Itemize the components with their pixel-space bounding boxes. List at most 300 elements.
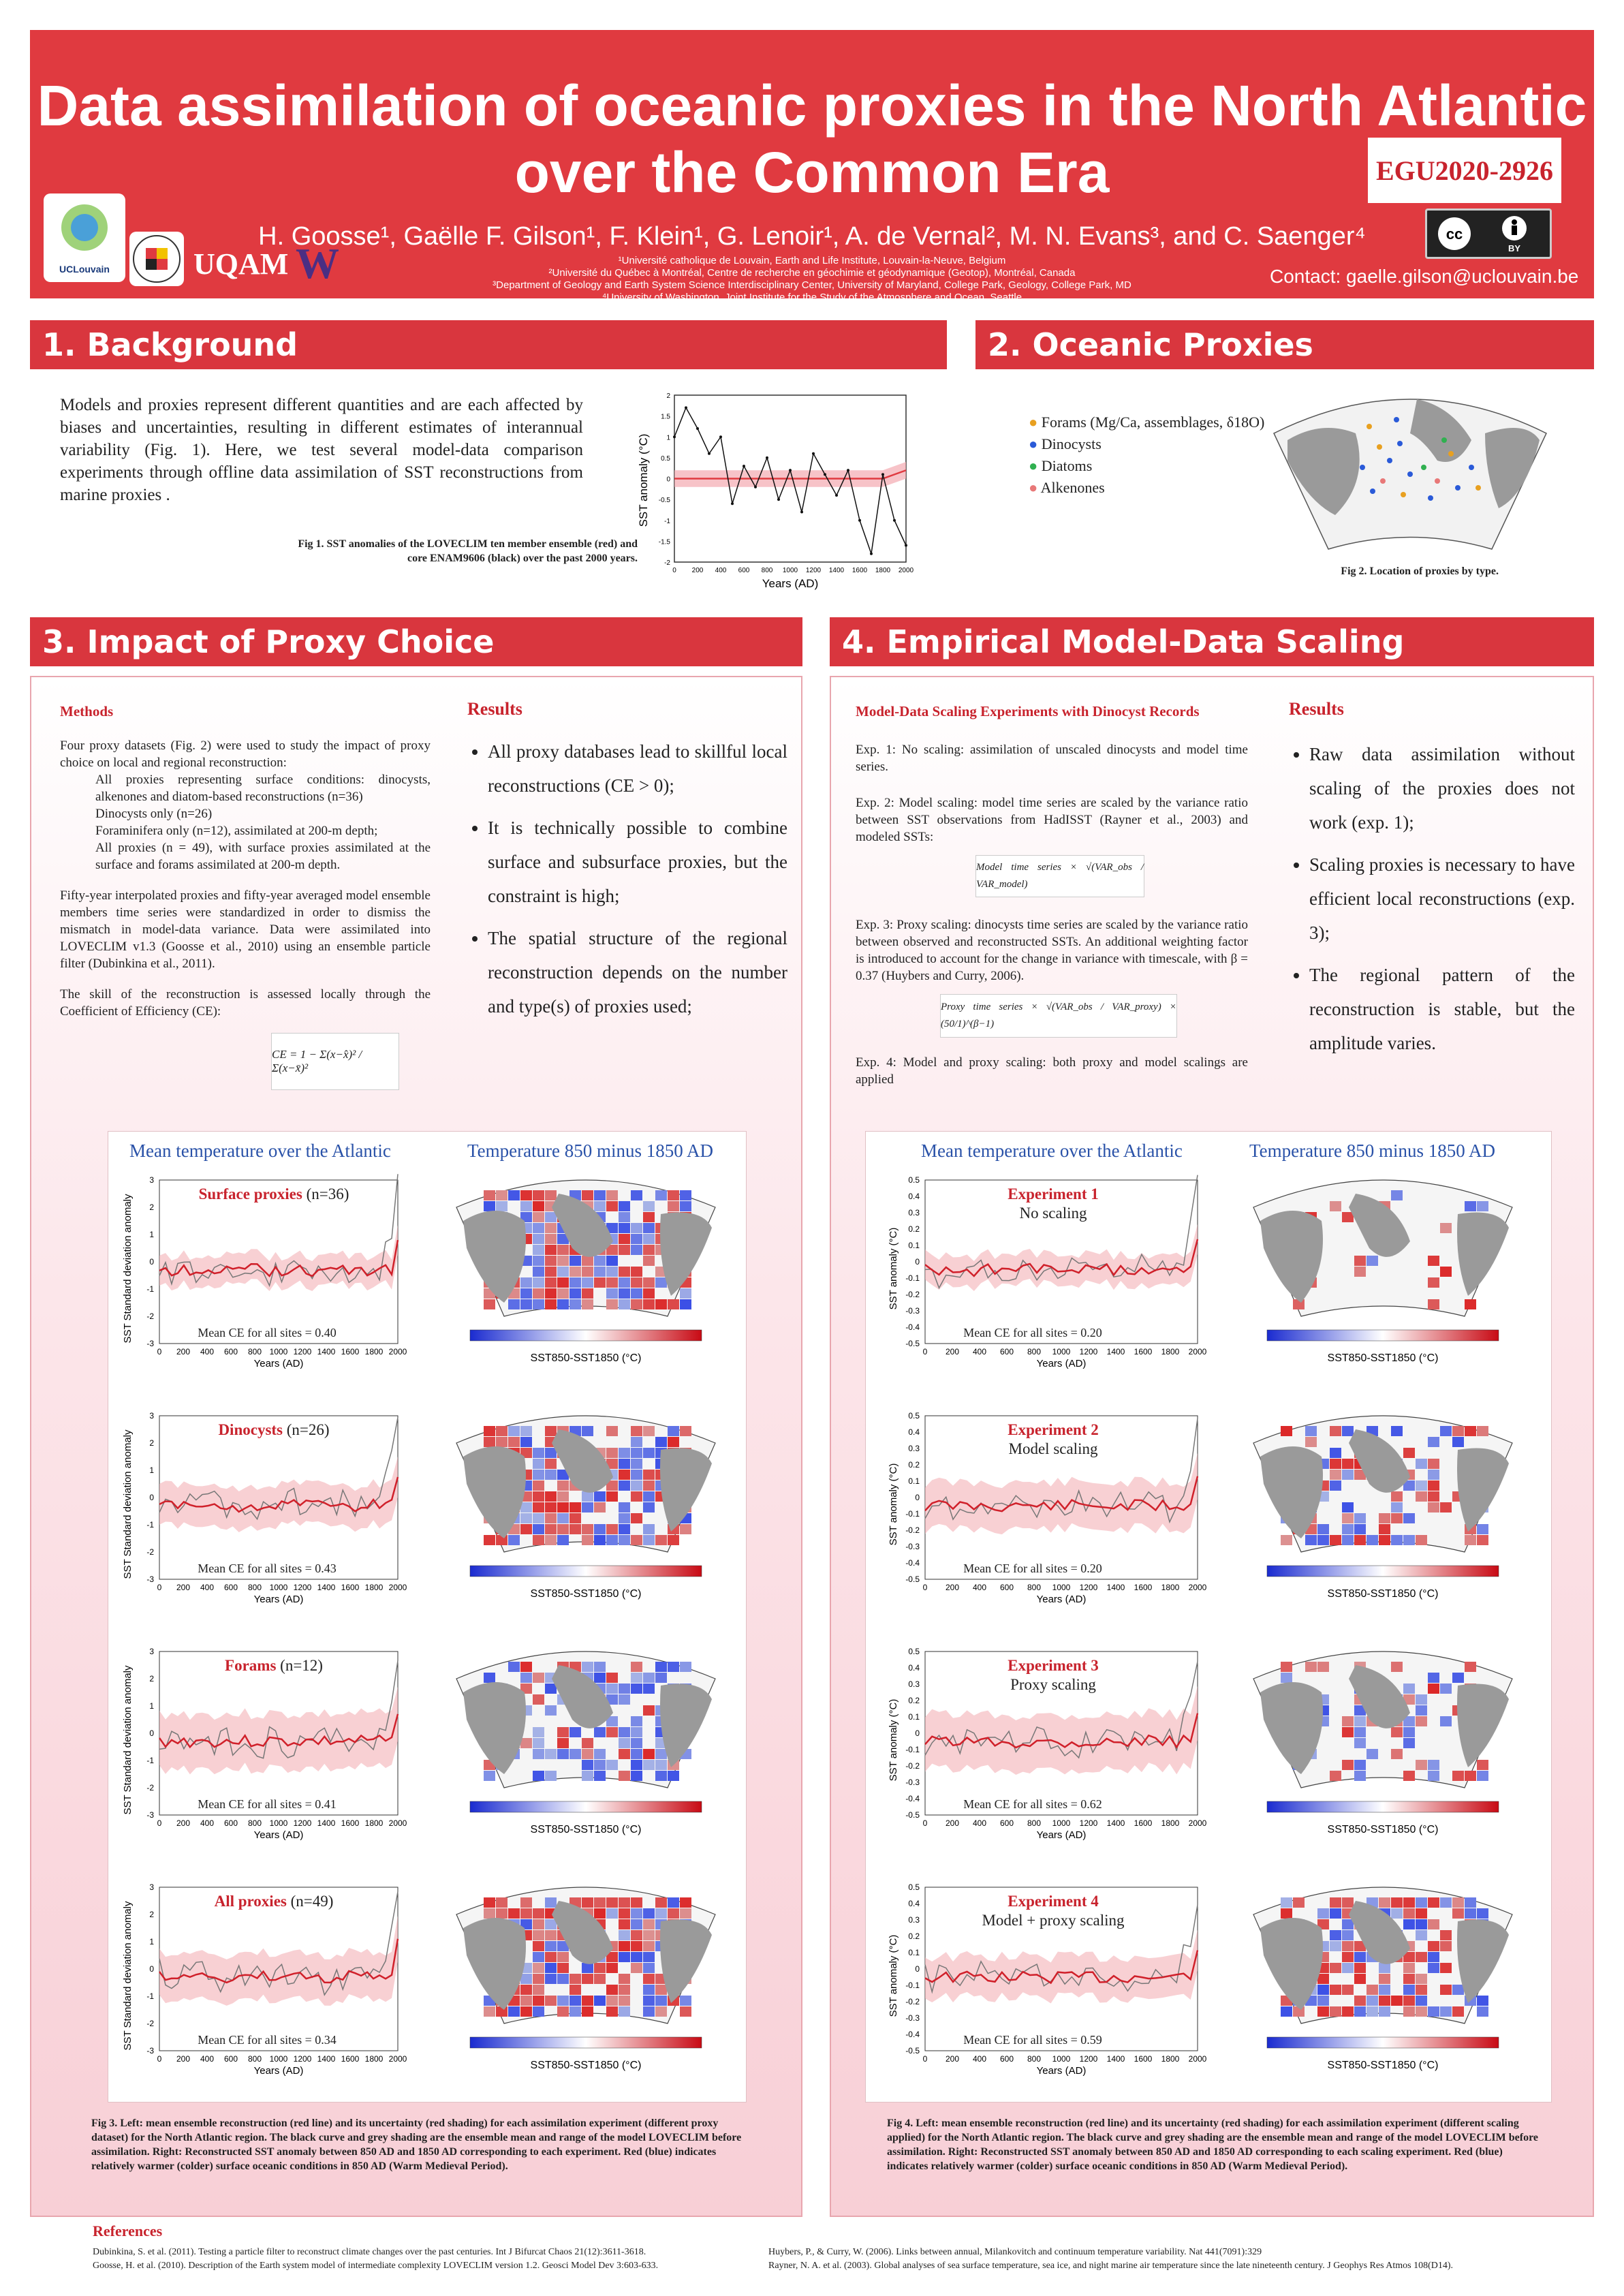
fig3-map-cell [520, 1277, 532, 1288]
fig3-map-cell [606, 1256, 618, 1266]
fig3-map-cell [619, 1919, 630, 1929]
fig4-x-tick: 1800 [1161, 1583, 1180, 1592]
fig3-panel-ce-2: Mean CE for all sites = 0.43 [198, 1562, 337, 1575]
fig3-map-cell [582, 1491, 593, 1502]
fig2-proxy-dot [1469, 465, 1474, 470]
fig3-map-cell [643, 1963, 655, 1973]
fig4-map-cell [1367, 1996, 1378, 2006]
fig3-y-label: SST Standard deviation anomaly [122, 1901, 134, 2051]
fig4-map-cell [1440, 1716, 1452, 1726]
fig4-y-tick: -0.2 [905, 1761, 920, 1771]
fig4-map-cell [1428, 1470, 1439, 1480]
fig4-x-tick: 1200 [1079, 1347, 1098, 1356]
fig3-map-cell [619, 1201, 630, 1211]
fig4-x-tick: 1800 [1161, 1347, 1180, 1356]
fig3-map-cell [569, 1256, 581, 1266]
fig3-map-cell [545, 1288, 557, 1299]
fig3-y-tick: -3 [146, 1810, 154, 1820]
fig3-map-cell [557, 1727, 569, 1737]
section-background-header: 1. Background [30, 320, 947, 369]
fig3-map-cell [484, 1897, 495, 1908]
fig4-map-cell [1391, 1535, 1403, 1545]
fig4-map-cell [1330, 1480, 1341, 1491]
fig4-panel-title-text: Experiment 2 [1008, 1421, 1099, 1438]
fig4-map-cell [1379, 1974, 1390, 1984]
fig3-map-cell [557, 1513, 569, 1523]
fig3-map-cell [557, 2006, 569, 2017]
fig3-map-cell [484, 1299, 495, 1309]
fig3-map-cell [545, 1749, 557, 1759]
fig3-x-tick: 2000 [388, 1818, 407, 1828]
fig3-map-cell [582, 1277, 593, 1288]
fig4-map-cell [1403, 1448, 1415, 1458]
fig4-map-cell [1440, 2006, 1452, 2017]
fig1-core-point [881, 473, 884, 476]
fig3-map-cell [631, 1277, 642, 1288]
fig3-map-cell [533, 1201, 544, 1211]
fig4-map-cell [1416, 2006, 1427, 2017]
fig3-map-cell [680, 1662, 691, 1672]
fig3-map-cell [508, 1535, 520, 1545]
fig3-map-cell [520, 1190, 532, 1200]
fig4-map-cell [1330, 2006, 1341, 2017]
fig3-map-cell [557, 1749, 569, 1759]
fig2-proxy-dot [1435, 478, 1440, 484]
fig4-x-tick: 400 [972, 1583, 987, 1592]
fig4-map-cell [1379, 1897, 1390, 1908]
fig4-map-cell [1354, 1716, 1366, 1726]
fig3-x-tick: 2000 [388, 2054, 407, 2064]
fig3-map-cell [619, 1930, 630, 1940]
fig4-x-tick: 200 [945, 1347, 960, 1356]
fig1-x-label: Years (AD) [762, 577, 819, 590]
fig3-map-cell [520, 1201, 532, 1211]
fig3-map-cell [557, 1974, 569, 1984]
fig3-x-tick: 400 [200, 2054, 215, 2064]
fig4-map-cell [1354, 1727, 1366, 1737]
fig3-map-cell [655, 1299, 667, 1309]
fig1-core-point [743, 465, 745, 467]
fig3-x-tick: 400 [200, 1818, 215, 1828]
fig3-map-cell [545, 1267, 557, 1277]
fig4-y-tick: -0.2 [905, 1997, 920, 2006]
fig3-panel-title-1 [185, 1185, 362, 1203]
impact-result-1: • All proxy databases lead to skillful local reconstructions (CE > 0); [488, 734, 787, 803]
fig3-map-cell [533, 1190, 544, 1200]
fig4-map-cell [1428, 1919, 1439, 1929]
fig3-map-cell [594, 1256, 606, 1266]
fig1-x-tick: 600 [738, 567, 750, 574]
fig4-map-svg-1 [1240, 1173, 1526, 1378]
fig3-map-cell [533, 1277, 544, 1288]
fig4-map-cell [1354, 1256, 1366, 1266]
fig3-x-tick: 200 [176, 1583, 191, 1592]
impact-methods [60, 737, 431, 1020]
fig3-x-tick: 1800 [364, 1347, 384, 1356]
fig2-proxy-dot [1387, 458, 1392, 463]
fig4-map-cell [1281, 1662, 1292, 1672]
fig3-map-cell [582, 1426, 593, 1436]
fig4-map-cell [1391, 1491, 1403, 1502]
fig3-map-cell [569, 1267, 581, 1277]
fig4-map-cell [1391, 1513, 1403, 1523]
fig3-map-cell [594, 1771, 606, 1781]
fig4-y-tick: -0.4 [905, 1558, 920, 1568]
fig4-panel-subtitle-1: No scaling [1019, 1205, 1087, 1222]
fig4-y-tick: -0.5 [905, 1574, 920, 1584]
fig3-x-tick: 0 [157, 2054, 162, 2064]
fig4-map-cell [1317, 1908, 1329, 1919]
fig4-map-cell [1281, 1908, 1292, 1919]
fig3-map-cell [619, 1459, 630, 1469]
fig2-proxy-dot [1401, 492, 1406, 497]
fig3-map-cell [533, 1212, 544, 1222]
fig3-map-cell [520, 1524, 532, 1534]
fig3-map-cell [668, 1897, 679, 1908]
fig3-x-tick: 400 [200, 1347, 215, 1356]
fig3-x-tick: 1200 [293, 1818, 312, 1828]
fig3-map-cell [594, 1760, 606, 1770]
fig3-map-cell [606, 1426, 618, 1436]
fig4-map-cell [1416, 1480, 1427, 1491]
fig4-map-cell [1440, 1985, 1452, 1995]
fig3-map-cell [631, 1738, 642, 1748]
fig3-panel-ce-1: Mean CE for all sites = 0.40 [198, 1326, 337, 1339]
svg-text:cc: cc [1446, 226, 1463, 243]
fig4-y-tick: -0.4 [905, 2030, 920, 2039]
fig4-y-tick: -0.1 [905, 1745, 920, 1754]
fig3-map-cell [643, 1448, 655, 1458]
fig3-x-tick: 200 [176, 1818, 191, 1828]
fig3-map-cell [484, 1426, 495, 1436]
fig3-map-cell [545, 1470, 557, 1480]
fig3-colorbar [470, 1566, 702, 1577]
fig3-map-cell [655, 1760, 667, 1770]
fig3-map-cell [606, 1908, 618, 1919]
fig4-map-cell [1330, 1426, 1341, 1436]
fig4-map-cell [1403, 1897, 1415, 1908]
fig4-map-cell [1403, 2006, 1415, 2017]
fig4-map-cell [1416, 1974, 1427, 1984]
fig3-map-cell [582, 1662, 593, 1672]
maryland-seal-logo [129, 232, 184, 286]
fig3-map-cell [533, 1513, 544, 1523]
fig4-map-cell [1367, 1256, 1378, 1266]
fig4-y-tick: 0.5 [908, 1647, 920, 1656]
fig3-map-cell [557, 1245, 569, 1255]
fig1-y-tick: 0 [666, 476, 670, 484]
fig3-y-tick: -1 [146, 1756, 154, 1765]
fig4-map-cell [1342, 1513, 1354, 1523]
fig3-y-tick: 2 [149, 1203, 154, 1212]
uw-logo: W [296, 239, 339, 288]
fig3-map-cell [508, 1437, 520, 1447]
fig3-map-cell [643, 1996, 655, 2006]
fig3-map-cell [619, 1985, 630, 1995]
fig3-map-cell [680, 1201, 691, 1211]
fig3-map-cell [545, 1299, 557, 1309]
fig3-timeseries-svg-1 [117, 1173, 410, 1378]
fig4-y-tick: -0.3 [905, 1542, 920, 1551]
fig3-map-cell [582, 1996, 593, 2006]
fig3-map-cell [533, 1974, 544, 1984]
fig4-map-cell [1416, 1535, 1427, 1545]
fig3-map-cell [594, 1996, 606, 2006]
fig3-map-cell [631, 1908, 642, 1919]
fig3-map-cell [594, 1277, 606, 1288]
fig3-x-tick: 1000 [269, 1818, 288, 1828]
affiliation-2: ²Université du Québec à Montréal, Centre de recherche en géochimie et géodynamique (Geotop), Montréal, Canada [548, 267, 1076, 279]
fig3-map-cell [606, 1190, 618, 1200]
fig3-map-cell [619, 1470, 630, 1480]
fig3-map-cell [643, 1941, 655, 1951]
fig3-timeseries-3 [117, 1645, 410, 1849]
fig3-map-cell [631, 1437, 642, 1447]
fig4-map-cell [1440, 1684, 1452, 1694]
diatoms-dot-icon: ● [1029, 457, 1038, 474]
fig3-map-cell [631, 1448, 642, 1458]
fig3-map-cell [520, 1974, 532, 1984]
fig3-map-cell [533, 1256, 544, 1266]
fig1-x-tick: 1600 [852, 567, 868, 574]
reference-1: Dubinkina, S. et al. (2011). Testing a particle filter to reconstruct climate changes over the past centuries. Int J Bifurcat Chaos 21(12):3611-3618. [93, 2247, 646, 2257]
fig3-map-cell [619, 2006, 630, 2017]
fig4-x-tick: 400 [972, 1818, 987, 1828]
fig3-colorbar [470, 1330, 702, 1341]
fig3-map-cell [606, 1684, 618, 1694]
fig4-map-cell [1330, 1771, 1341, 1781]
fig1-core-point [673, 435, 676, 438]
fig3-map-cell [643, 1299, 655, 1309]
fig3-map-cell [631, 1771, 642, 1781]
fig4-map-cell [1317, 1985, 1329, 1995]
fig4-map-cell [1330, 1930, 1341, 1940]
scaling-result-1: • Raw data assimilation without scaling of the proxies does not work (exp. 1); [1309, 737, 1575, 839]
fig3-map-cell [631, 1470, 642, 1480]
fig4-map-cell [1342, 1459, 1354, 1469]
fig1-x-tick: 1400 [828, 567, 845, 574]
fig4-map-cell [1342, 1212, 1354, 1222]
fig3-map-cell [606, 1963, 618, 1973]
fig4-map-cell [1354, 1738, 1366, 1748]
fig4-panel-ce-2: Mean CE for all sites = 0.20 [963, 1562, 1102, 1575]
fig3-x-tick: 800 [247, 2054, 262, 2064]
fig4-map-cell [1317, 1535, 1329, 1545]
fig3-map-cell [631, 1491, 642, 1502]
fig4-map-cell [1452, 1426, 1464, 1436]
fig4-colorbar [1267, 1566, 1499, 1577]
cc-by-license-icon [1425, 208, 1552, 259]
fig3-map-cell [619, 1897, 630, 1908]
fig3-map-cell [508, 2006, 520, 2017]
fig3-map-cell [533, 1480, 544, 1491]
fig3-map-cell [533, 1727, 544, 1737]
fig3-map-cell [606, 1524, 618, 1534]
fig3-map-cell [631, 1223, 642, 1233]
impact-methods-item-2 [60, 805, 431, 822]
fig3-x-tick: 600 [223, 1818, 238, 1828]
fig4-colorbar-label: SST850-SST1850 (°C) [1327, 1352, 1439, 1364]
fig1-y-tick: -0.5 [658, 497, 670, 505]
fig4-map-cell [1428, 1897, 1439, 1908]
fig1-x-tick: 1000 [782, 567, 798, 574]
fig3-map-cell [533, 1919, 544, 1929]
fig3-map-cell [643, 1277, 655, 1288]
fig4-map-cell [1342, 1897, 1354, 1908]
fig2-proxy-dot [1448, 451, 1454, 456]
fig4-map-cell [1391, 1727, 1403, 1737]
fig3-map-cell [582, 1771, 593, 1781]
fig4-map-cell [1416, 1491, 1427, 1502]
fig4-x-tick: 600 [999, 1583, 1014, 1592]
fig4-map-cell [1452, 1897, 1464, 1908]
fig3-map-cell [582, 1267, 593, 1277]
fig3-map-cell [557, 1267, 569, 1277]
fig4-right-heading: Temperature 850 minus 1850 AD [1249, 1141, 1496, 1161]
fig3-map-cell [582, 1963, 593, 1973]
fig3-map-cell [484, 1908, 495, 1919]
fig4-map-cell [1281, 1897, 1292, 1908]
fig3-map-cell [606, 1673, 618, 1683]
fig3-map-cell [582, 1502, 593, 1512]
fig3-y-tick: -3 [146, 1574, 154, 1584]
fig1-core-point [789, 469, 792, 471]
fig1-x-tick: 1800 [875, 567, 891, 574]
fig3-x-tick: 400 [200, 1583, 215, 1592]
fig4-map-svg-2 [1240, 1409, 1526, 1613]
fig3-map-cell [533, 1673, 544, 1683]
fig4-map-cell [1477, 1996, 1488, 2006]
fig3-map-cell [582, 1738, 593, 1748]
fig4-map-cell [1354, 1996, 1366, 2006]
fig3-map-cell [484, 1437, 495, 1447]
fig3-y-tick: 1 [149, 1465, 154, 1475]
affiliation-4: ⁴University of Washington, Joint Institute for the Study of the Atmosphere and Ocean, Seattle [602, 292, 1022, 303]
fig3-x-label: Years (AD) [253, 1594, 304, 1605]
fig4-left-heading: Mean temperature over the Atlantic [921, 1141, 1183, 1161]
impact-methods-item-4 [60, 839, 431, 873]
fig3-map-cell [643, 1749, 655, 1759]
fig4-x-tick: 200 [945, 1818, 960, 1828]
fig1-y-tick: -2 [664, 559, 670, 567]
fig3-map-cell [631, 1459, 642, 1469]
fig3-map-cell [520, 1996, 532, 2006]
fig3-map-cell [619, 1234, 630, 1244]
fig3-panel-count: (n=49) [290, 1893, 334, 1910]
fig4-map-cell [1342, 1963, 1354, 1973]
fig3-map-cell [643, 1673, 655, 1683]
fig3-y-tick: -1 [146, 1520, 154, 1530]
fig3-x-tick: 1000 [269, 2054, 288, 2064]
fig1-x-tick: 1200 [805, 567, 822, 574]
fig1-core-point [824, 473, 826, 476]
impact-methods-item-1 [60, 771, 431, 805]
fig4-map-cell [1342, 1930, 1354, 1940]
fig3-map-cell [484, 1535, 495, 1545]
fig3-map-4 [443, 1880, 729, 2085]
fig3-map-cell [619, 1502, 630, 1512]
fig4-y-label: SST anomaly (°C) [888, 1934, 899, 2017]
references-right [768, 2246, 1586, 2273]
model-scaling-formula: Model time series × √(VAR_obs / VAR_model) [975, 855, 1144, 897]
fig4-map-cell [1465, 1201, 1476, 1211]
legend-alkenones-label: Alkenones [1040, 479, 1105, 496]
fig3-map-cell [533, 1299, 544, 1309]
fig3-panel-title-text: All proxies [214, 1893, 287, 1910]
fig3-map-cell [545, 1513, 557, 1523]
fig3-map-cell [496, 1437, 507, 1447]
fig3-panel-title-text: Surface proxies [198, 1185, 302, 1203]
fig3-map-cell [594, 1897, 606, 1908]
fig3-map-cell [533, 1245, 544, 1255]
fig4-map-cell [1281, 2006, 1292, 2017]
fig3-map-cell [533, 1952, 544, 1962]
fig4-map-cell [1428, 1256, 1439, 1266]
fig3-map-cell [508, 1908, 520, 1919]
fig4-y-tick: -0.5 [905, 1810, 920, 1820]
fig3-map-cell [520, 1288, 532, 1299]
fig4-map-cell [1293, 1897, 1305, 1908]
scaling-methods [856, 741, 1248, 1088]
fig4-map-cell [1440, 1267, 1452, 1277]
fig4-y-tick: 0 [915, 1257, 920, 1267]
section-scaling-header: 4. Empirical Model-Data Scaling [830, 617, 1594, 666]
fig3-x-tick: 1600 [341, 1347, 360, 1356]
fig4-map-cell [1330, 1459, 1341, 1469]
fig4-x-tick: 600 [999, 1347, 1014, 1356]
earth-life-institute-logo [44, 193, 125, 282]
ce-formula: CE = 1 − Σ(x−x̂)² / Σ(x−x̄)² [271, 1033, 399, 1090]
fig3-map-cell [643, 1919, 655, 1929]
fig3-map-cell [655, 1749, 667, 1759]
fig3-map-cell [631, 1930, 642, 1940]
fig4-x-tick: 800 [1027, 1818, 1042, 1828]
fig4-map-cell [1342, 1470, 1354, 1480]
fig4-map-cell [1354, 2006, 1366, 2017]
fig3-map-cell [631, 1480, 642, 1491]
fig3-timeseries-1 [117, 1173, 410, 1378]
fig3-map-cell [569, 1749, 581, 1759]
fig3-map-cell [655, 1190, 667, 1200]
impact-methods-item-2-text: Dinocysts only (n=26) [95, 807, 213, 821]
fig3-map-cell [545, 1684, 557, 1694]
fig4-timeseries-svg-1 [883, 1173, 1210, 1378]
fig3-map-cell [619, 1267, 630, 1277]
fig4-y-tick: -0.2 [905, 1290, 920, 1299]
fig3-map-cell [545, 1212, 557, 1222]
fig4-map-cell [1342, 1524, 1354, 1534]
section-proxies-header: 2. Oceanic Proxies [975, 320, 1594, 369]
fig4-map-cell [1403, 1771, 1415, 1781]
fig1-core-point [858, 519, 861, 522]
fig4-map-cell [1416, 1930, 1427, 1940]
fig4-colorbar-label: SST850-SST1850 (°C) [1327, 2060, 1439, 2071]
fig3-map-cell [533, 1771, 544, 1781]
fig4-map-cell [1428, 1771, 1439, 1781]
fig1-y-label: SST anomaly (°C) [637, 433, 650, 527]
fig3-map-svg-4 [443, 1880, 729, 2085]
fig4-y-tick: 0 [915, 1728, 920, 1738]
fig4-map-cell [1403, 1738, 1415, 1748]
fig4-x-tick: 1800 [1161, 2054, 1180, 2064]
fig4-timeseries-2 [883, 1409, 1210, 1613]
fig3-map-cell [557, 1256, 569, 1266]
fig3-map-cell [643, 1234, 655, 1244]
contact-email: Contact: gaelle.gilson@uclouvain.be [1270, 266, 1579, 287]
egu-id-badge: EGU2020-2926 [1368, 138, 1561, 203]
title-line-1: Data assimilation of oceanic proxies in the North Atlantic [37, 74, 1587, 138]
fig4-map-cell [1452, 2006, 1464, 2017]
